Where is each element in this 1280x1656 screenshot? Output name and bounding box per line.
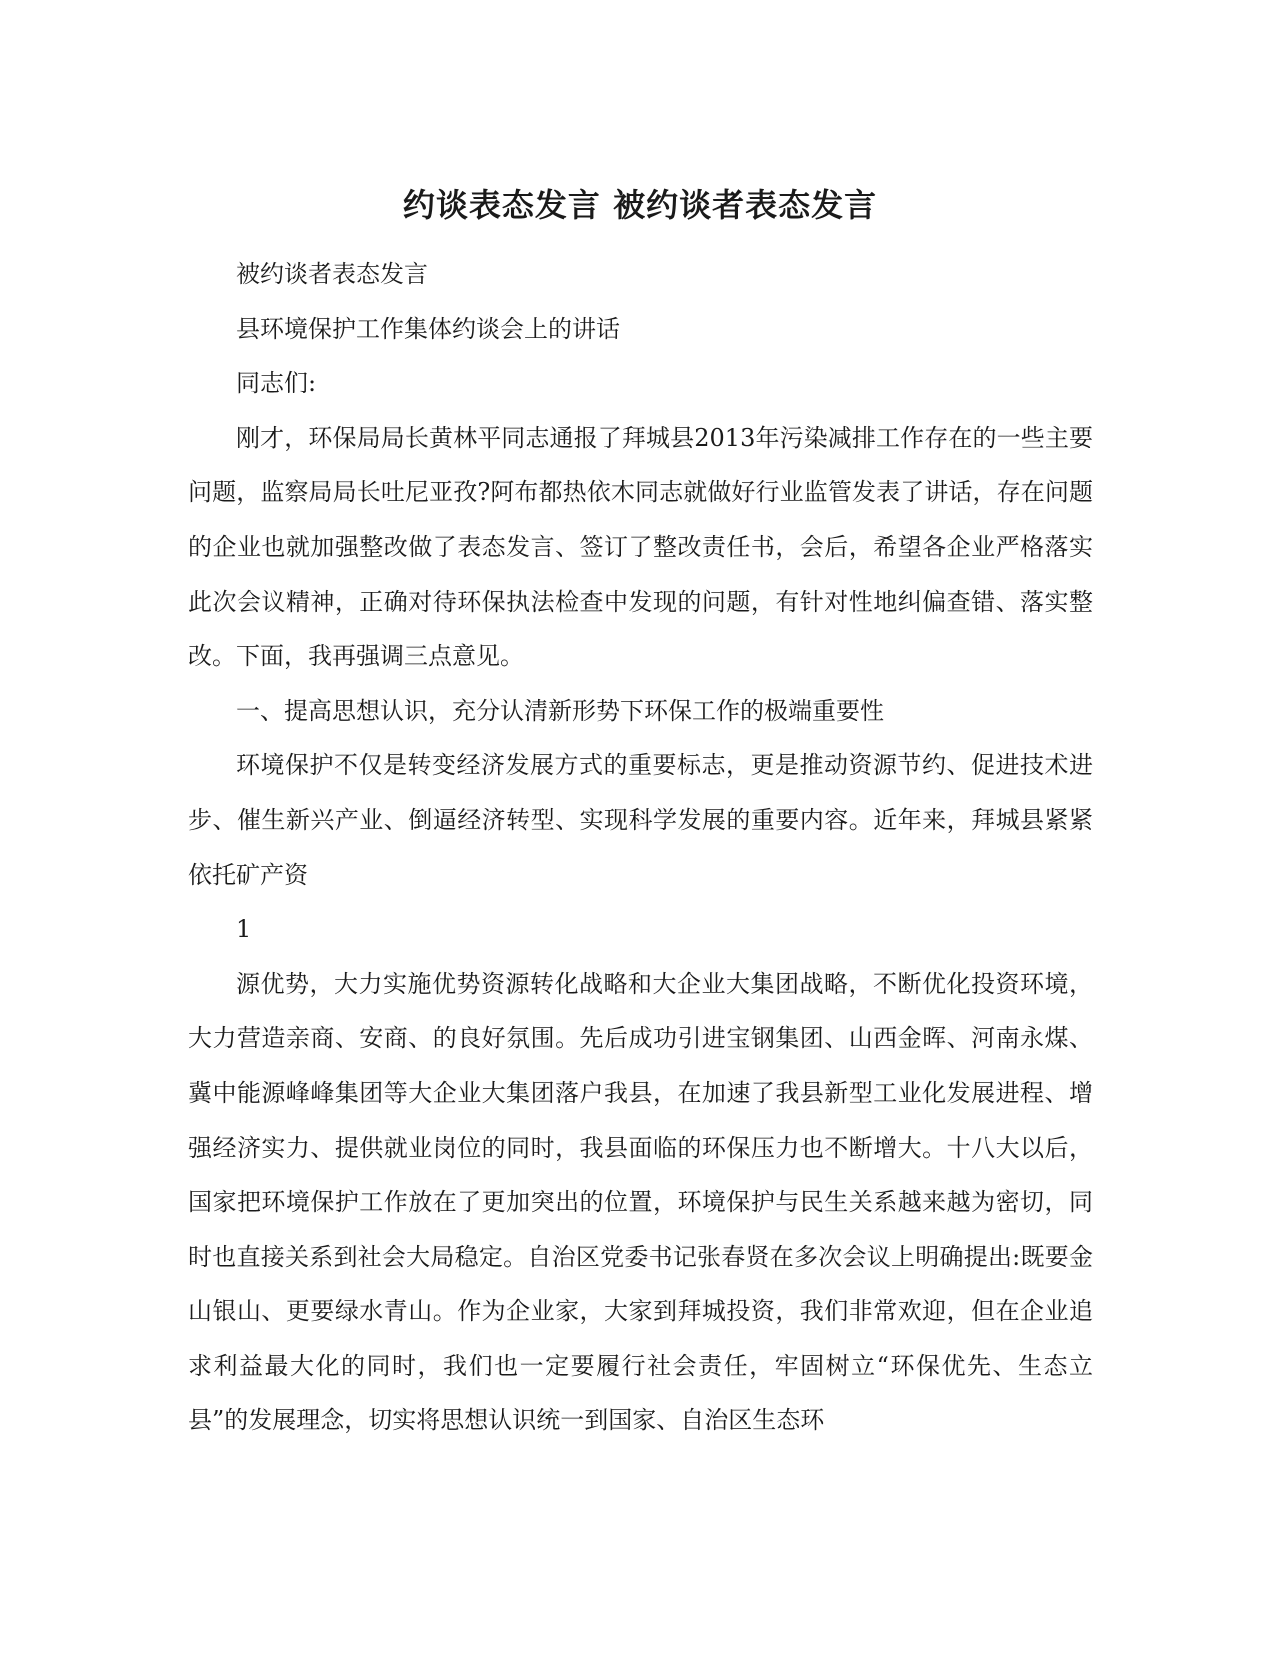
paragraph-continuation: 源优势，大力实施优势资源转化战略和大企业大集团战略，不断优化投资环境，大力营造亲商、安商、的良好氛围。先后成功引进宝钢集团、山西金晖、河南永煤、冀中能源峰峰集团等大企业大集团落户我县，在加速了我县新型工业化发展进程、增强经济实力、提供就业岗位的同时，我县面临的环保压力也不断增大。十八大以后，国家把环境保护工作放在了更加突出的位置，环境保护与民生关系越来越为密切，同时也直接关系到社会大局稳定。自治区党委书记张春贤在多次会议上明确提出:既要金山银山、更要绿水青山。作为企业家，大家到拜城投资，我们非常欢迎，但在企业追求利益最大化的同时，我们也一定要履行社会责任，牢固树立“环保优先、生态立县”的发展理念，切实将思想认识统一到国家、自治区生态环 <box>188 969 1093 1435</box>
page-number: 1 <box>236 915 252 944</box>
paragraph-speech-title: 县环境保护工作集体约谈会上的讲话 <box>236 314 620 343</box>
paragraph-environment: 环境保护不仅是转变经济发展方式的重要标志，更是推动资源节约、促进技术进步、催生新兴产业、倒逼经济转型、实现科学发展的重要内容。近年来，拜城县紧紧依托矿产资 <box>188 751 1093 889</box>
paragraph-greeting: 同志们: <box>236 369 317 398</box>
paragraph-subtitle: 被约谈者表态发言 <box>236 260 428 288</box>
paragraph-opening: 刚才，环保局局长黄林平同志通报了拜城县2013年污染减排工作存在的一些主要问题，监察局局长吐尼亚孜?阿布都热依木同志就做好行业监管发表了讲话，存在问题的企业也就加强整改做了表态发言、签订了整改责任书，会后，希望各企业严格落实此次会议精神，正确对待环保执法检查中发现的问题，有针对性地纠偏查错、落实整改。下面，我再强调三点意见。 <box>188 423 1093 671</box>
document-title: 约谈表态发言 被约谈者表态发言 <box>402 186 878 224</box>
paragraph-heading-one: 一、提高思想认识，充分认清新形势下环保工作的极端重要性 <box>236 696 884 725</box>
document-body <box>188 247 1093 1448</box>
